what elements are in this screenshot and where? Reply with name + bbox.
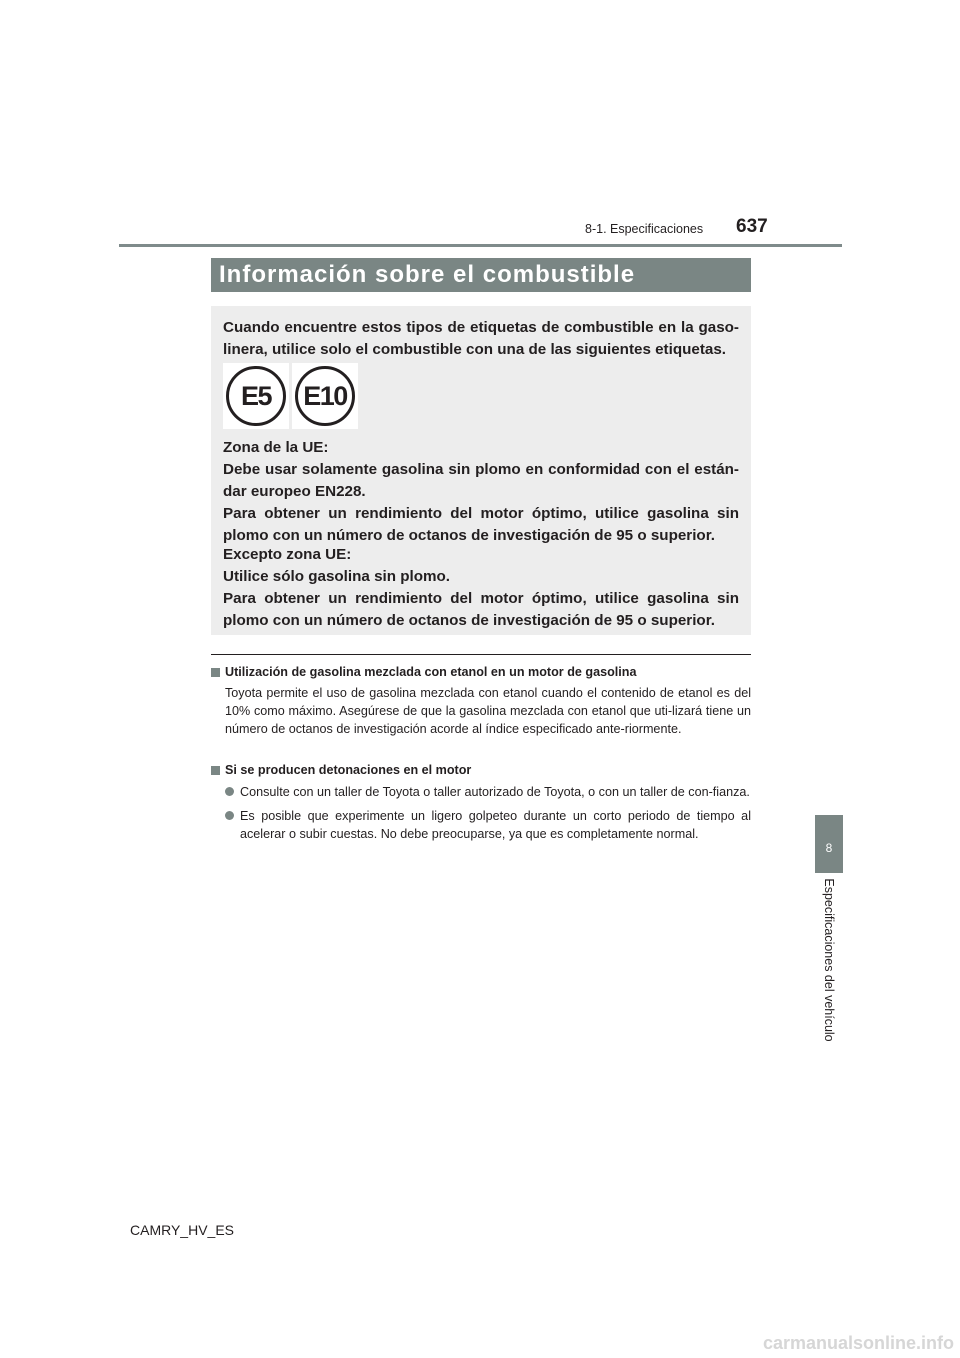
non-eu-zone-heading: Excepto zona UE: xyxy=(223,546,352,563)
e5-fuel-label-icon: E5 xyxy=(226,366,286,426)
fuel-label-badges xyxy=(223,363,358,429)
eu-zone-line-2: Para obtener un rendimiento del motor óptimo, utilice gasolina sin plomo con un número de octanos de investigación de 95 o superior. xyxy=(223,505,739,544)
list-item xyxy=(225,783,751,801)
note-ethanol xyxy=(211,665,751,738)
eu-zone-line-1: Debe usar solamente gasolina sin plomo en conformidad con el están-dar europeo EN228. xyxy=(223,461,739,500)
section-title-bar xyxy=(211,258,751,292)
list-item xyxy=(225,807,751,843)
note-heading: Si se producen detonaciones en el motor xyxy=(225,763,472,777)
note-body: Toyota permite el uso de gasolina mezclada con etanol cuando el contenido de etanol es del 10% como máximo. Asegúrese de que la gasolina mezclada con etanol que uti-lizará tiene un número de octanos de investigación acorde al índice especificado ante-riormente. xyxy=(225,686,751,736)
footer-model-code: CAMRY_HV_ES xyxy=(130,1222,235,1238)
chapter-tab xyxy=(815,815,843,873)
header-rule xyxy=(119,244,842,247)
circle-bullet-icon xyxy=(225,811,234,820)
note-engine-knocking xyxy=(211,763,751,843)
watermark: carmanualsonline.info xyxy=(762,1333,954,1353)
note-heading: Utilización de gasolina mezclada con etanol en un motor de gasolina xyxy=(225,665,637,679)
chapter-label: Especificaciones del vehículo xyxy=(822,878,836,1042)
square-bullet-icon xyxy=(211,766,220,775)
header-section-title: 8-1. Especificaciones xyxy=(585,222,704,236)
non-eu-zone-line-2: Para obtener un rendimiento del motor óptimo, utilice gasolina sin plomo con un número de octanos de investigación de 95 o superior. xyxy=(223,590,739,629)
eu-zone-heading: Zona de la UE: xyxy=(223,439,329,456)
section-title: Información sobre el combustible xyxy=(219,261,636,288)
non-eu-zone-text xyxy=(223,544,739,632)
fuel-label-intro: Cuando encuentre estos tipos de etiquetas de combustible en la gaso-linera, utilice solo el combustible con una de las siguientes etiquetas. xyxy=(223,319,739,358)
e5-label-tile xyxy=(223,363,289,429)
e10-fuel-label-icon: E10 xyxy=(295,366,355,426)
chapter-number: 8 xyxy=(825,841,833,855)
page-number: 637 xyxy=(736,216,768,237)
eu-zone-text xyxy=(223,437,739,547)
fuel-info-box xyxy=(211,306,751,635)
circle-bullet-icon xyxy=(225,787,234,796)
non-eu-zone-line-1: Utilice sólo gasolina sin plomo. xyxy=(223,568,451,585)
e10-label-tile xyxy=(292,363,358,429)
list-item-text: Consulte con un taller de Toyota o taller autorizado de Toyota, o con un taller de con-fianza. xyxy=(240,785,750,799)
section-divider xyxy=(211,654,751,655)
square-bullet-icon xyxy=(211,668,220,677)
list-item-text: Es posible que experimente un ligero golpeteo durante un corto periodo de tiempo al acelerar o subir cuestas. No debe preocuparse, ya que es completamente normal. xyxy=(240,809,751,841)
